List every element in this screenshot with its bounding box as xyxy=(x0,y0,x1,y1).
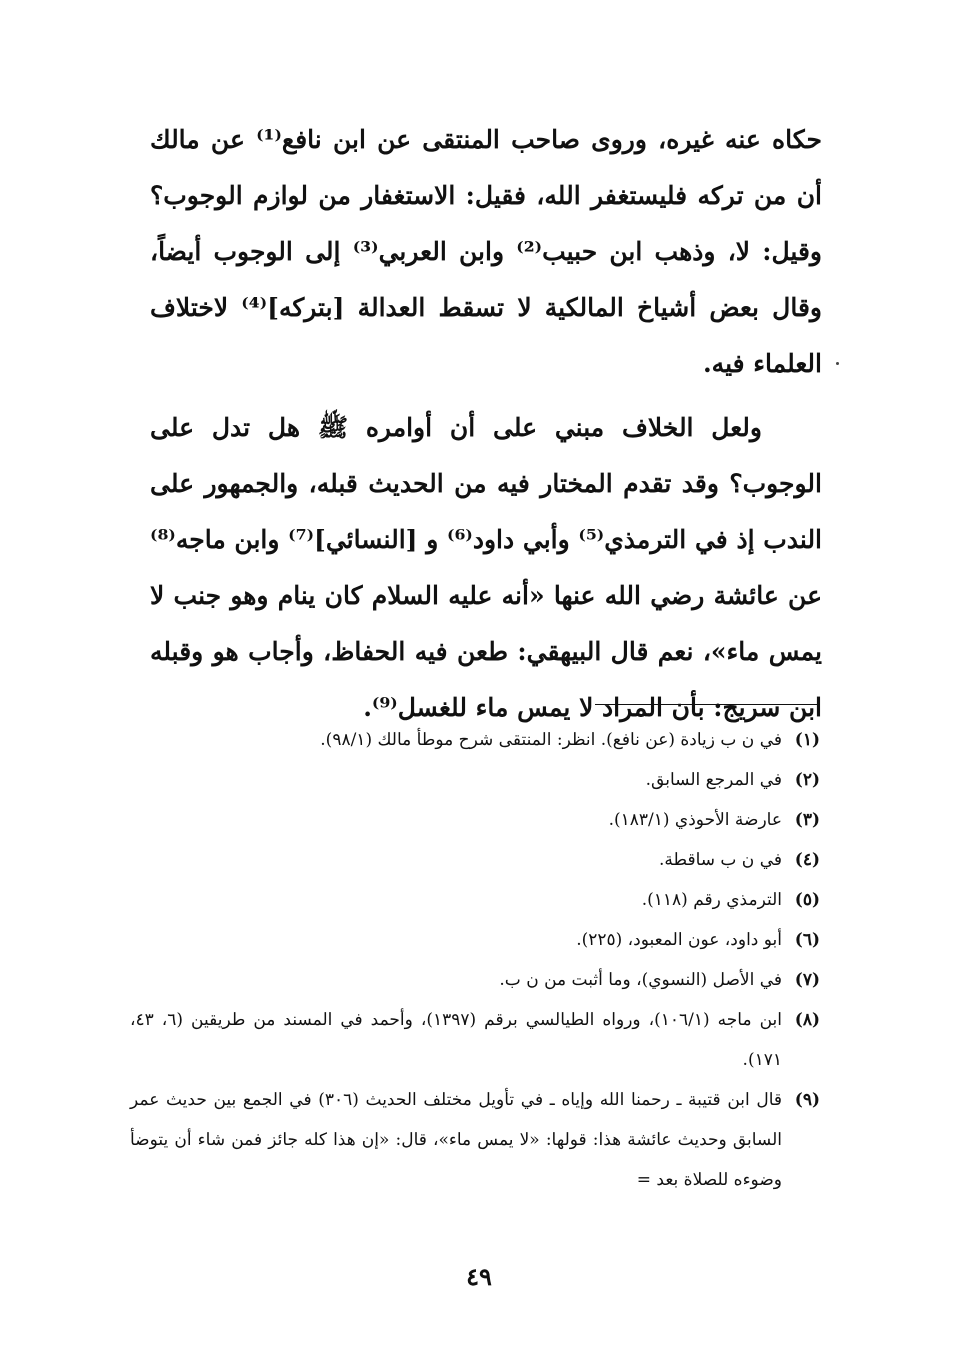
footnote-text: قال ابن قتيبة ـ رحمنا الله وإياه ـ في تأويل مختلف الحديث (٣٠٦) في الجمع بين حديث عمر السابق وحديث عائشة هذا: قولها: «لا يمس ماء»، قال: «إن هذا كله جائز فمن شاء أن يتوضأ وضوءه للصلاة بعد = xyxy=(130,1090,782,1190)
footnote-number: (٦) xyxy=(794,930,820,950)
footnotes xyxy=(130,720,820,1200)
footnote-item xyxy=(130,760,820,800)
footnote-text: أبو داود، عون المعبود، (٢٢٥). xyxy=(576,930,782,950)
footnote-number: (٣) xyxy=(794,810,820,830)
footnote-item xyxy=(130,920,820,960)
scan-speck xyxy=(836,362,839,365)
footnote-text: عارضة الأحوذي (١٨٣/١). xyxy=(608,810,782,830)
page-number: ٤٩ xyxy=(466,1262,492,1291)
footnote-number: (٤) xyxy=(794,850,820,870)
footnote-text: في الأصل (النسوي)، وما أثبت من ن ب. xyxy=(499,970,782,990)
footnote-item xyxy=(130,720,820,760)
main-text xyxy=(150,112,822,736)
footnote-number: (٨) xyxy=(794,1010,820,1030)
footnote-text: في ن ب ساقطة. xyxy=(658,850,782,870)
footnote-number: (١) xyxy=(794,730,820,750)
footnote-number: (٩) xyxy=(794,1090,820,1110)
footnote-item xyxy=(130,960,820,1000)
footnote-item xyxy=(130,1080,820,1200)
footnote-text: ابن ماجه (١٠٦/١)، ورواه الطيالسي برقم (١٣٩٧)، وأحمد في المسند من طريقين (٦، ٤٣، ١٧١). xyxy=(130,1010,782,1070)
footnote-number: (٥) xyxy=(794,890,820,910)
footnote-text: الترمذي رقم (١١٨). xyxy=(641,890,782,910)
footnote-number: (٢) xyxy=(794,770,820,790)
paragraph-2: ولعل الخلاف مبني على أن أوامره ﷺ هل تدل على الوجوب؟ وقد تقدم المختار فيه من الحديث قبله، والجمهور على الندب إذ في الترمذي⁽⁵⁾ وأبي داود⁽⁶⁾ و [النسائي]⁽⁷⁾ وابن ماجه⁽⁸⁾ عن عائشة رضي الله عنها «أنه عليه السلام كان ينام وهو جنب لا يمس ماء»، نعم قال البيهقي: طعن فيه الحفاظ، وأجاب هو وقبله ابن سريج: بأن المراد لا يمس ماء للغسل⁽⁹⁾. xyxy=(150,413,823,722)
paragraph-1: حكاه عنه غيره، وروى صاحب المنتقى عن ابن نافع⁽¹⁾ عن مالك أن من تركه فليستغفر الله، فقيل: الاستغفار من لوازم الوجوب؟ وقيل: لا، وذهب ابن حبيب⁽²⁾ وابن العربي⁽³⁾ إلى الوجوب أيضاً، وقال بعض أشياخ المالكية لا تسقط العدالة [بتركه]⁽⁴⁾ لاختلاف العلماء فيه. xyxy=(150,125,823,378)
footnote-item xyxy=(130,880,820,920)
footnote-item xyxy=(130,840,820,880)
footnote-separator xyxy=(595,704,817,705)
footnote-number: (٧) xyxy=(794,970,820,990)
footnote-text: في ن ب زيادة (عن نافع). انظر: المنتقى شرح موطأ مالك (٩٨/١). xyxy=(320,730,782,750)
footnote-item xyxy=(130,1000,820,1080)
footnote-text: في المرجع السابق. xyxy=(645,770,782,790)
footnote-item xyxy=(130,800,820,840)
